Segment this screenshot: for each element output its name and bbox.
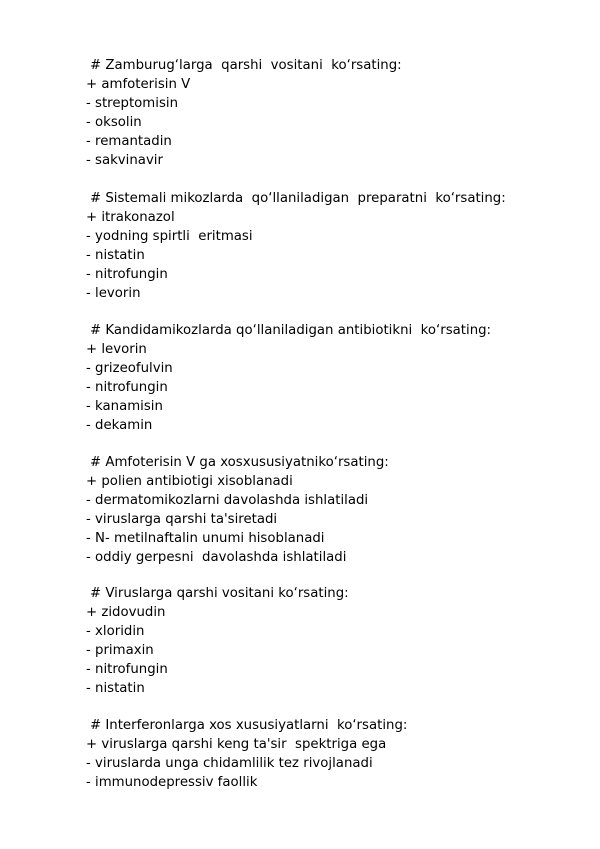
answer-option: - primaxin (86, 643, 154, 658)
answer-option: - nistatin (86, 248, 145, 263)
answer-option: - yodning spirtli eritmasi (86, 229, 253, 244)
question-title: # Kandidamikozlarda qo‘llaniladigan antibiotikni ko‘rsating: (90, 323, 492, 338)
question-title: # Zamburug‘larga qarshi vositani ko‘rsating: (90, 58, 402, 73)
answer-option: + zidovudin (86, 605, 166, 620)
answer-option: - dekamin (86, 418, 153, 433)
question-title: # Amfoterisin V ga xosxususiyatniko‘rsating: (90, 455, 389, 470)
answer-option: - nitrofungin (86, 380, 168, 395)
answer-option: - kanamisin (86, 399, 163, 414)
answer-option: - oksolin (86, 115, 142, 130)
question-title: # Sistemali mikozlarda qo‘llaniladigan preparatni ko‘rsating: (90, 191, 506, 206)
answer-option: - levorin (86, 286, 141, 301)
answer-option: + viruslarga qarshi keng ta'sir spektriga ega (86, 737, 387, 752)
answer-option: + amfoterisin V (86, 77, 191, 92)
answer-option: - nistatin (86, 681, 145, 696)
answer-option: - streptomisin (86, 96, 179, 111)
question-1 (86, 56, 576, 170)
answer-option: + levorin (86, 342, 147, 357)
answer-option: - xloridin (86, 624, 145, 639)
answer-option: - sakvinavir (86, 153, 163, 168)
answer-option: + itrakonazol (86, 210, 175, 225)
answer-option: - viruslarga qarshi ta'siretadi (86, 512, 278, 527)
question-6 (86, 716, 576, 792)
question-title: # Interferonlarga xos xususiyatlarni ko‘rsating: (90, 718, 408, 733)
answer-option: - oddiy gerpesni davolashda ishlatiladi (86, 550, 347, 565)
answer-option: - nitrofungin (86, 662, 168, 677)
answer-option: - dermatomikozlarni davolashda ishlatiladi (86, 493, 369, 508)
answer-option: - remantadin (86, 134, 172, 149)
question-4 (86, 453, 576, 567)
answer-option: - viruslarda unga chidamlilik tez rivojlanadi (86, 756, 373, 771)
answer-option: + polien antibiotigi xisoblanadi (86, 474, 293, 489)
question-5 (86, 584, 576, 698)
question-3 (86, 321, 576, 435)
answer-option: - immunodepressiv faollik (86, 775, 258, 790)
question-title: # Viruslarga qarshi vositani ko‘rsating: (90, 586, 349, 601)
answer-option: - N- metilnaftalin unumi hisoblanadi (86, 531, 325, 546)
answer-option: - grizeofulvin (86, 361, 173, 376)
question-2 (86, 189, 576, 303)
answer-option: - nitrofungin (86, 267, 168, 282)
